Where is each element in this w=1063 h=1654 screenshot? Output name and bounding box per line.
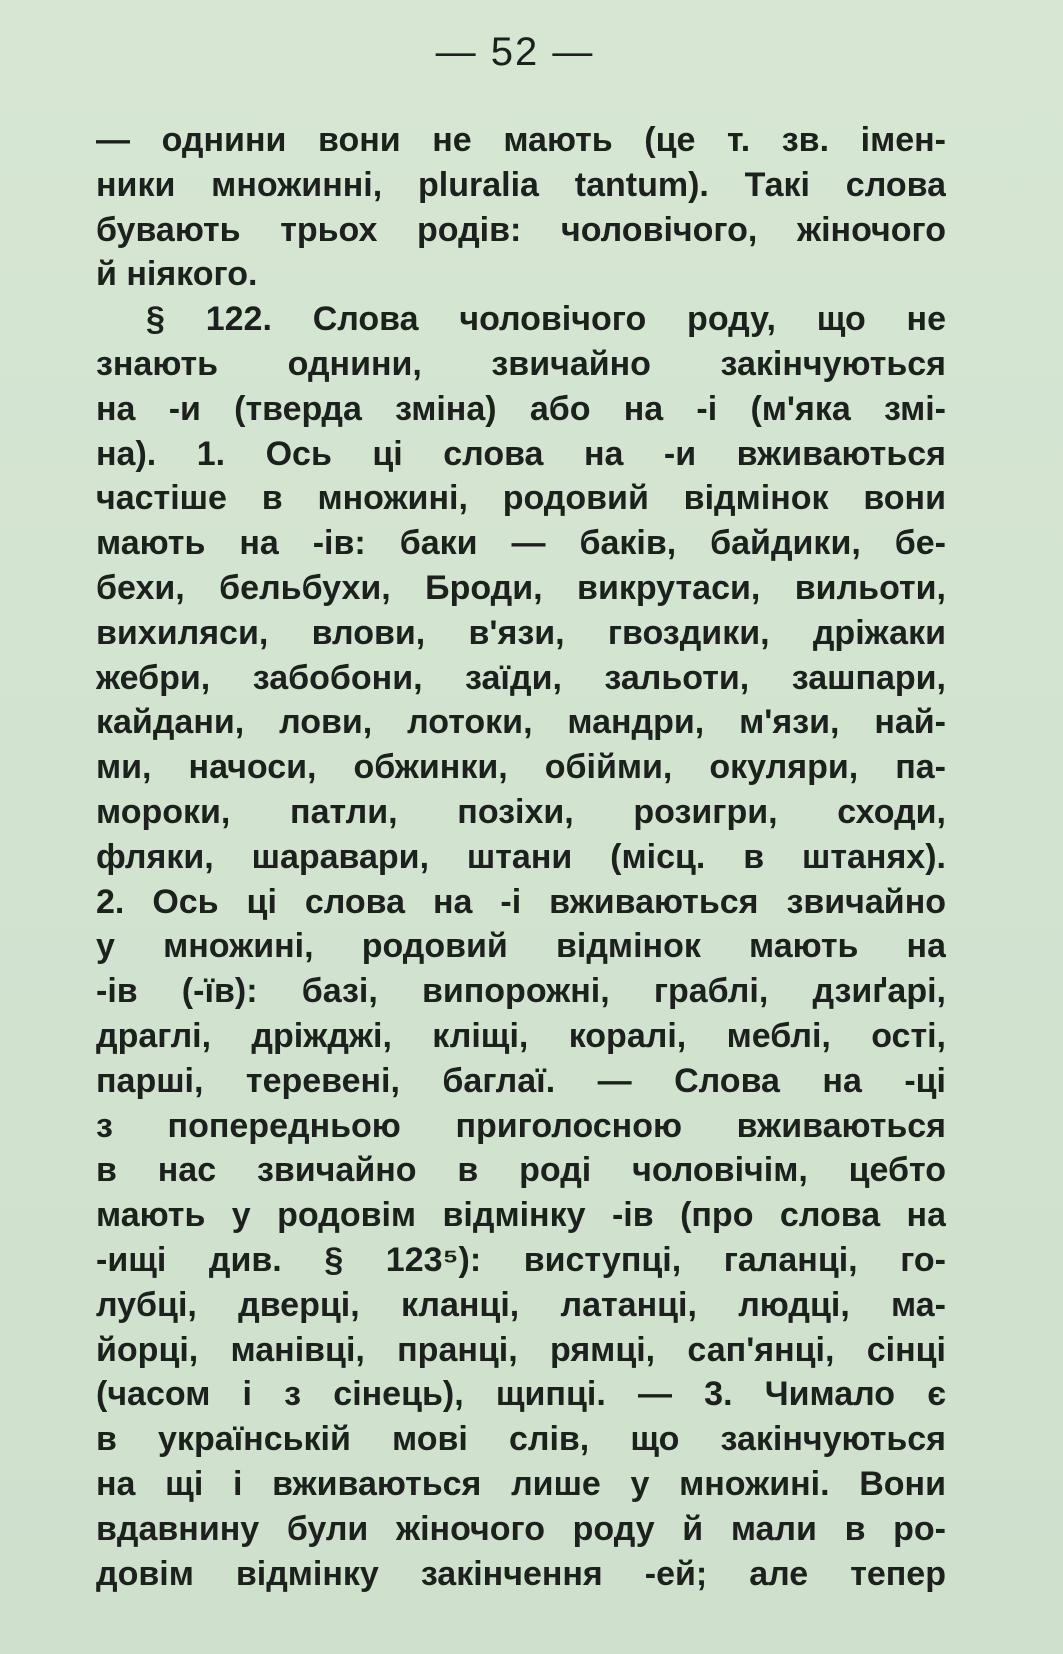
text-line: знають однини, звичайно закінчуються bbox=[96, 344, 946, 383]
text-line: мають у родовім відмінку -ів (про слова на bbox=[96, 1196, 946, 1235]
paragraph-122-start: § 122. Слова чоловічого роду, що не bbox=[146, 300, 946, 339]
text-line: -ів (-їв): базі, випорожні, граблі, дзиґарі, bbox=[96, 972, 946, 1011]
text-line: бехи, бельбухи, Броди, викрутаси, вильоти, bbox=[96, 568, 946, 607]
text-line: лубці, дверці, кланці, латанці, людці, ма- bbox=[96, 1285, 946, 1324]
text-line: парші, теревені, баглаї. — Слова на -ці bbox=[96, 1061, 946, 1100]
text-line: 2. Ось ці слова на -і вживаються звичайно bbox=[96, 882, 946, 921]
text-line: мають на -ів: баки — баків, байдики, бе- bbox=[96, 524, 946, 563]
text-line: вдавнину були жіночого роду й мали в ро- bbox=[96, 1509, 946, 1548]
text-line: на щі і вживаються лише у множині. Вони bbox=[96, 1464, 946, 1503]
text-line: драглі, дріжджі, кліщі, коралі, меблі, ості, bbox=[96, 1016, 946, 1055]
text-line: довім відмінку закінчення -ей; але тепер bbox=[96, 1554, 946, 1593]
text-line: -ищі див. § 123⁵): виступці, галанці, го- bbox=[96, 1240, 946, 1279]
text-line: йорці, манівці, пранці, рямці, сап'янці, сінці bbox=[96, 1330, 946, 1369]
text-line: фляки, шаравари, штани (місц. в штанях). bbox=[96, 837, 946, 876]
page-number: — 52 — bbox=[435, 30, 595, 74]
text-line: вихиляси, влови, в'язи, гвоздики, дріжаки bbox=[96, 613, 946, 652]
text-line: ми, начоси, обжинки, обійми, окуляри, па- bbox=[96, 748, 946, 787]
text-line: й ніякого. bbox=[96, 255, 258, 294]
page-body-text bbox=[96, 118, 946, 1596]
text-line: на). 1. Ось ці слова на -и вживаються bbox=[96, 434, 946, 473]
text-line: (часом і з сінець), щипці. — 3. Чимало є bbox=[96, 1375, 946, 1414]
text-line: в нас звичайно в роді чоловічім, цебто bbox=[96, 1151, 946, 1190]
text-line: на -и (тверда зміна) або на -і (м'яка змі- bbox=[96, 389, 946, 428]
text-line: мороки, патли, позіхи, розигри, сходи, bbox=[96, 792, 946, 831]
text-line: жебри, забобони, заїди, зальоти, зашпари, bbox=[96, 658, 946, 697]
text-line: частіше в множині, родовий відмінок вони bbox=[96, 479, 946, 518]
text-line: з попередньою приголосною вживаються bbox=[96, 1106, 946, 1145]
text-line: ники множинні, pluralia tantum). Такі слова bbox=[96, 165, 946, 204]
text-line: у множині, родовий відмінок мають на bbox=[96, 927, 946, 966]
text-line: кайдани, лови, лотоки, мандри, м'язи, най- bbox=[96, 703, 946, 742]
text-line: в українській мові слів, що закінчуються bbox=[96, 1420, 946, 1459]
text-line: бувають трьох родів: чоловічого, жіночого bbox=[96, 210, 946, 249]
text-line: — однини вони не мають (це т. зв. імен- bbox=[96, 121, 946, 159]
